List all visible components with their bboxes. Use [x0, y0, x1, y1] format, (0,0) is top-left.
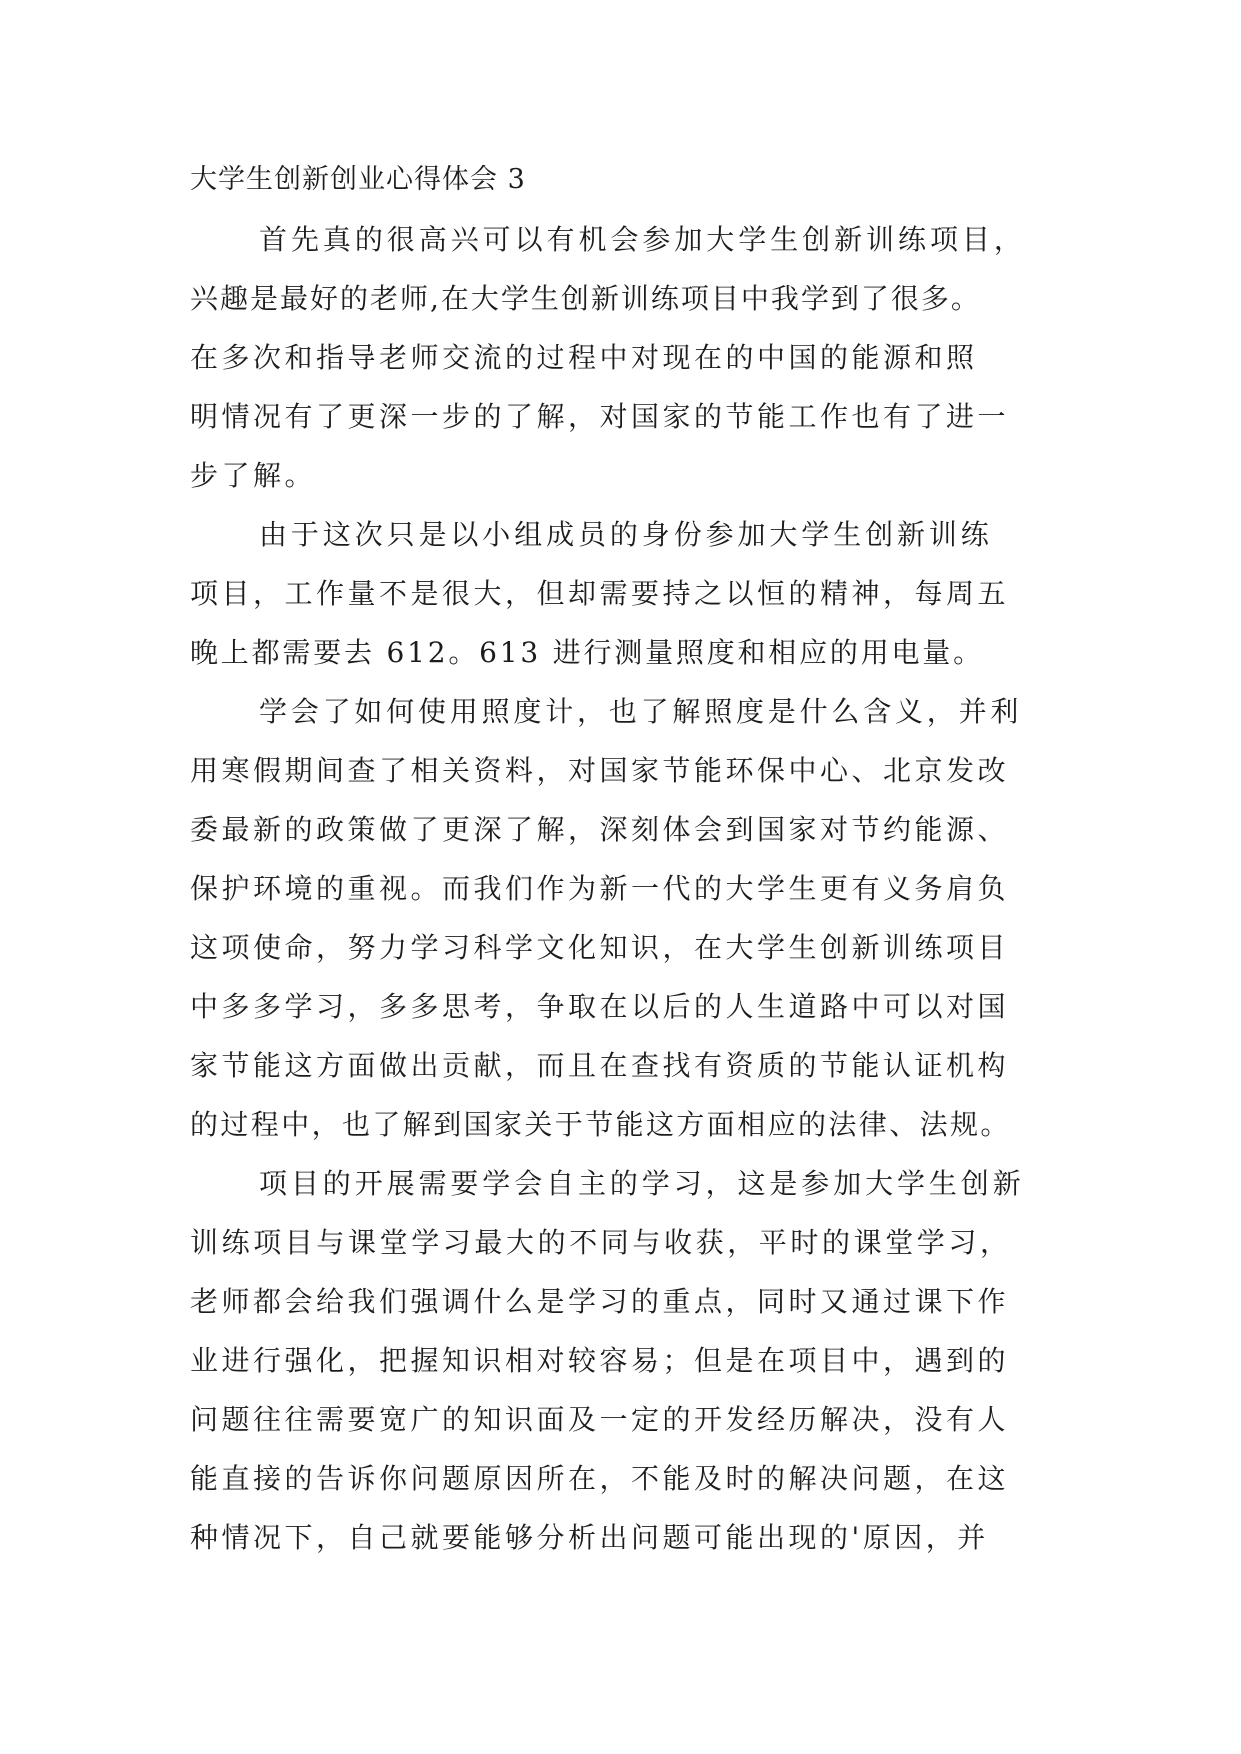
text-line: 项目的开展需要学会自主的学习，这是参加大学生创新	[259, 1167, 1025, 1200]
text-line: 保护环境的重视。而我们作为新一代的大学生更有义务肩负	[190, 872, 1010, 905]
text-line: 的过程中，也了解到国家关于节能这方面相应的法律、法规。	[190, 1108, 1011, 1141]
text-line: 能直接的告诉你问题原因所在，不能及时的解决问题，在这	[190, 1462, 1010, 1495]
text-line: 学会了如何使用照度计，也了解照度是什么含义，并利	[259, 695, 1023, 728]
text-line: 训练项目与课堂学习最大的不同与收获，平时的课堂学习，	[190, 1226, 1012, 1259]
text-line: 明情况有了更深一步的了解，对国家的节能工作也有了进一	[190, 400, 1010, 433]
text-line: 兴趣是最好的老师,在大学生创新训练项目中我学到了很多。	[190, 282, 981, 315]
text-line: 用寒假期间查了相关资料，对国家节能环保中心、北京发改	[190, 754, 1010, 787]
text-line: 项目，工作量不是很大，但却需要持之以恒的精神，每周五	[190, 577, 1010, 610]
text-line: 种情况下，自己就要能够分析出问题可能出现的'原因，并	[190, 1521, 989, 1554]
text-line: 中多多学习，多多思考，争取在以后的人生道路中可以对国	[190, 990, 1010, 1023]
text-line: 业进行强化，把握知识相对较容易；但是在项目中，遇到的	[190, 1344, 1010, 1377]
text-line: 这项使命，努力学习科学文化知识，在大学生创新训练项目	[190, 931, 1010, 964]
text-line: 步了解。	[190, 459, 317, 492]
text-line: 老师都会给我们强调什么是学习的重点，同时又通过课下作	[190, 1285, 1010, 1318]
text-line: 由于这次只是以小组成员的身份参加大学生创新训练	[259, 518, 993, 551]
text-line: 首先真的很高兴可以有机会参加大学生创新训练项目，	[259, 223, 1026, 256]
text-line: 家节能这方面做出贡献，而且在查找有资质的节能认证机构	[190, 1049, 1010, 1082]
text-line: 晚上都需要去 612。613 进行测量照度和相应的用电量。	[190, 636, 984, 669]
text-line: 在多次和指导老师交流的过程中对现在的中国的能源和照	[190, 341, 978, 374]
text-line: 问题往往需要宽广的知识面及一定的开发经历解决，没有人	[190, 1403, 1010, 1436]
text-line: 委最新的政策做了更深了解，深刻体会到国家对节约能源、	[190, 813, 1010, 846]
document-title: 大学生创新创业心得体会 3	[190, 164, 526, 195]
